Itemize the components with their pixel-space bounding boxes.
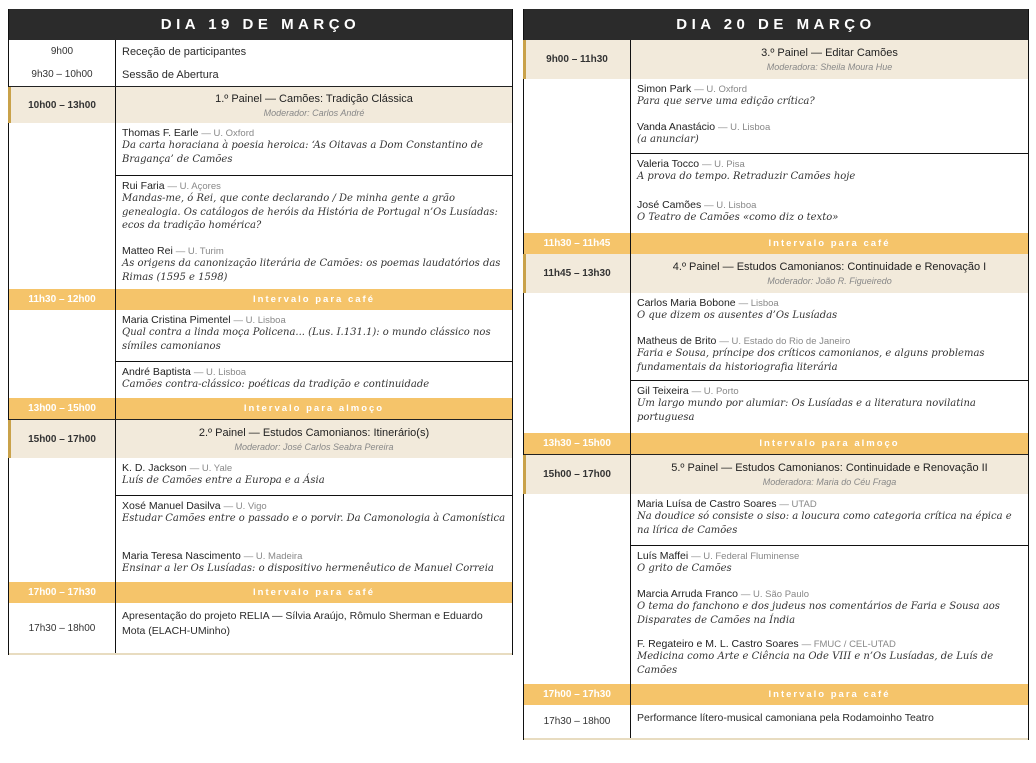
speaker-name: K. D. Jackson <box>122 462 187 474</box>
speaker-affiliation: — U. Lisboa <box>704 200 757 211</box>
break-row <box>9 289 512 310</box>
break-label: Intervalo para almoço <box>630 433 1028 454</box>
talk-row <box>524 494 1028 546</box>
talk-row <box>9 546 512 582</box>
speaker-affiliation: — U. Açores <box>167 181 221 192</box>
talk-title: Medicina como Arte e Ciência na Ode VIII e n’Os Lusíadas, de Luís de Camões <box>637 651 994 676</box>
speaker-affiliation: — FMUC / CEL-UTAD <box>801 639 896 650</box>
talk-row <box>524 79 1028 117</box>
break-row <box>524 433 1028 454</box>
talk-title: A prova do tempo. Retraduzir Camões hoje <box>637 171 856 182</box>
time-slot: 13h30 – 15h00 <box>543 438 611 449</box>
time-slot: 13h00 – 15h00 <box>28 403 96 414</box>
time-slot: 15h00 – 17h00 <box>543 469 611 480</box>
talk-row <box>9 241 512 289</box>
talk-row <box>524 154 1028 195</box>
day-19-schedule <box>8 9 513 655</box>
talk-title: Para que serve uma edição crítica? <box>637 96 815 107</box>
speaker-name: Xosé Manuel Dasilva <box>122 500 221 512</box>
day-header: DIA 20 DE MARÇO <box>524 9 1028 40</box>
schedule-row <box>9 40 512 63</box>
time-slot: 11h30 – 12h00 <box>28 294 96 305</box>
speaker-name: Matteo Rei <box>122 245 173 257</box>
speaker-affiliation: — U. Turim <box>175 246 224 257</box>
talk-row <box>9 496 512 546</box>
break-label: Intervalo para café <box>630 684 1028 705</box>
event-label: Sessão de Abertura <box>115 63 512 86</box>
break-row <box>524 233 1028 254</box>
panel-header <box>524 454 1028 494</box>
speaker-name: Thomas F. Earle <box>122 127 199 139</box>
talk-title: O que dizem os ausentes d’Os Lusíadas <box>637 310 838 321</box>
talk-title: Mandas-me, ó Rei, que conte declarando / De minha gente a grão genealogia. Os catálogos de heróis da História de Portugal n’Os Lusíadas: ecos da tradição homérica? <box>122 193 498 231</box>
panel-header <box>524 254 1028 293</box>
time-slot: 17h00 – 17h30 <box>28 587 96 598</box>
talk-title: Luís de Camões entre a Europa e a Ásia <box>122 475 325 486</box>
talk-row <box>9 310 512 362</box>
break-label: Intervalo para café <box>630 233 1028 254</box>
talk-title: Na doudice só consiste o siso: a loucura como categoria crítica na épica e na lírica de Camões <box>637 511 1012 536</box>
talk-title: O tema do fanchono e dos judeus nos comentários de Faria e Sousa aos Disparates de Camões na Índia <box>637 601 1000 626</box>
talk-title: Qual contra a linda moça Policena... (Lus. I.131.1): o mundo clássico nos símiles camonianos <box>122 327 491 352</box>
event-label: Performance lítero-musical camoniana pela Rodamoinho Teatro <box>630 705 1028 738</box>
panel-header <box>9 419 512 458</box>
break-label: Intervalo para café <box>115 582 512 603</box>
break-row <box>9 582 512 603</box>
panel-moderator: Moderador: Carlos André <box>263 107 365 118</box>
speaker-name: F. Regateiro e M. L. Castro Soares <box>637 638 799 650</box>
speaker-name: Gil Teixeira <box>637 385 689 397</box>
speaker-name: Luís Maffei <box>637 550 689 562</box>
break-label: Intervalo para almoço <box>115 398 512 419</box>
speaker-name: Maria Luísa de Castro Soares <box>637 498 777 510</box>
speaker-name: Vanda Anastácio <box>637 121 716 133</box>
speaker-affiliation: — U. Madeira <box>243 551 303 562</box>
speaker-name: Maria Teresa Nascimento <box>122 550 241 562</box>
talk-title: (a anunciar) <box>637 134 699 145</box>
talk-title: Camões contra-clássico: poéticas da tradição e continuidade <box>122 379 430 390</box>
break-row <box>524 684 1028 705</box>
speaker-affiliation: — U. Estado do Rio de Janeiro <box>719 336 851 347</box>
talk-row <box>524 634 1028 684</box>
speaker-name: Marcia Arruda Franco <box>637 588 738 600</box>
speaker-affiliation: — U. Vigo <box>223 501 267 512</box>
closing-row <box>524 705 1028 738</box>
talk-title: O Teatro de Camões «como diz o texto» <box>637 212 839 223</box>
panel-header <box>524 40 1028 79</box>
panel-title: 1.º Painel — Camões: Tradição Clássica <box>215 92 413 105</box>
talk-row <box>524 293 1028 331</box>
speaker-affiliation: — Lisboa <box>738 298 779 309</box>
day-header: DIA 19 DE MARÇO <box>9 9 512 40</box>
speaker-name: Maria Cristina Pimentel <box>122 314 231 326</box>
speaker-affiliation: — U. Yale <box>189 463 233 474</box>
speaker-affiliation: — U. Oxford <box>694 84 747 95</box>
panel-moderator: Moderador: José Carlos Seabra Pereira <box>234 441 394 452</box>
time-slot: 17h00 – 17h30 <box>543 689 611 700</box>
panel-moderator: Moderadora: Maria do Céu Fraga <box>762 477 897 487</box>
closing-row <box>9 603 512 653</box>
time-slot: 11h30 – 11h45 <box>543 238 611 249</box>
time-slot: 9h30 – 10h00 <box>31 69 93 80</box>
speaker-name: Carlos Maria Bobone <box>637 297 736 309</box>
talk-row <box>524 381 1028 433</box>
break-row <box>9 398 512 419</box>
time-slot: 9h00 <box>50 46 74 57</box>
time-slot: 11h45 – 13h30 <box>543 268 611 279</box>
time-slot: 15h00 – 17h00 <box>28 433 96 445</box>
panel-moderator: Moderador: João R. Figueiredo <box>767 276 892 286</box>
talk-row <box>524 584 1028 634</box>
talk-row <box>9 123 512 176</box>
talk-title: Faria e Sousa, príncipe dos críticos camonianos, e alguns problemas fundamentais da historiografia literária <box>637 348 985 373</box>
talk-title: As origens da canonização literária de Camões: os poemas laudatórios das Rimas (1595 e 1598) <box>122 258 501 283</box>
speaker-name: Simon Park <box>637 83 692 95</box>
speaker-affiliation: — U. Federal Fluminense <box>691 551 800 562</box>
talk-row <box>524 195 1028 233</box>
talk-row <box>524 546 1028 584</box>
day-20-schedule <box>523 9 1029 740</box>
speaker-affiliation: — UTAD <box>779 499 817 510</box>
speaker-affiliation: — U. Lisboa <box>233 315 286 326</box>
speaker-affiliation: — U. Oxford <box>201 128 255 139</box>
panel-header <box>9 86 512 123</box>
talk-title: Estudar Camões entre o passado e o porvir. Da Camonologia à Camonística <box>122 513 506 524</box>
schedule-row <box>9 63 512 86</box>
speaker-affiliation: — U. Lisboa <box>193 367 247 378</box>
speaker-name: Valeria Tocco <box>637 158 700 170</box>
panel-title: 4.º Painel — Estudos Camonianos: Continuidade e Renovação I <box>672 261 987 273</box>
panel-moderator: Moderadora: Sheila Moura Hue <box>766 62 893 72</box>
talk-row <box>9 362 512 398</box>
time-slot: 10h00 – 13h00 <box>28 99 96 111</box>
time-slot: 17h30 – 18h00 <box>28 622 96 634</box>
talk-row <box>9 458 512 496</box>
talk-title: Um largo mundo por alumiar: Os Lusíadas e a literatura novilatina portuguesa <box>637 398 976 423</box>
speaker-affiliation: — U. Lisboa <box>717 122 771 133</box>
speaker-affiliation: — U. Porto <box>691 386 739 397</box>
event-label: Apresentação do projeto RELIA — Sílvia Araújo, Rômulo Sherman e Eduardo Mota (ELACH-UMinho) <box>115 603 512 653</box>
speaker-name: Rui Faria <box>122 180 165 192</box>
speaker-name: José Camões <box>637 199 702 211</box>
panel-title: 2.º Painel — Estudos Camonianos: Itinerário(s) <box>198 426 430 439</box>
speaker-affiliation: — U. Pisa <box>701 159 745 170</box>
talk-row <box>524 117 1028 154</box>
time-slot: 17h30 – 18h00 <box>543 716 611 727</box>
time-slot: 9h00 – 11h30 <box>546 54 608 65</box>
panel-title: 5.º Painel — Estudos Camonianos: Continuidade e Renovação II <box>671 462 988 474</box>
speaker-name: Matheus de Brito <box>637 335 717 347</box>
panel-title: 3.º Painel — Editar Camões <box>761 47 898 59</box>
speaker-affiliation: — U. São Paulo <box>740 589 810 600</box>
talk-row <box>9 176 512 241</box>
talk-title: Da carta horaciana à poesia heroica: ‘As Oitavas a Dom Constantino de Bragança’ de Camões <box>122 140 484 165</box>
event-label: Receção de participantes <box>115 40 512 63</box>
break-label: Intervalo para café <box>115 289 512 310</box>
talk-title: Ensinar a ler Os Lusíadas: o dispositivo hermenêutico de Manuel Correia <box>122 563 494 574</box>
speaker-name: André Baptista <box>122 366 191 378</box>
talk-row <box>524 331 1028 381</box>
talk-title: O grito de Camões <box>637 563 732 574</box>
